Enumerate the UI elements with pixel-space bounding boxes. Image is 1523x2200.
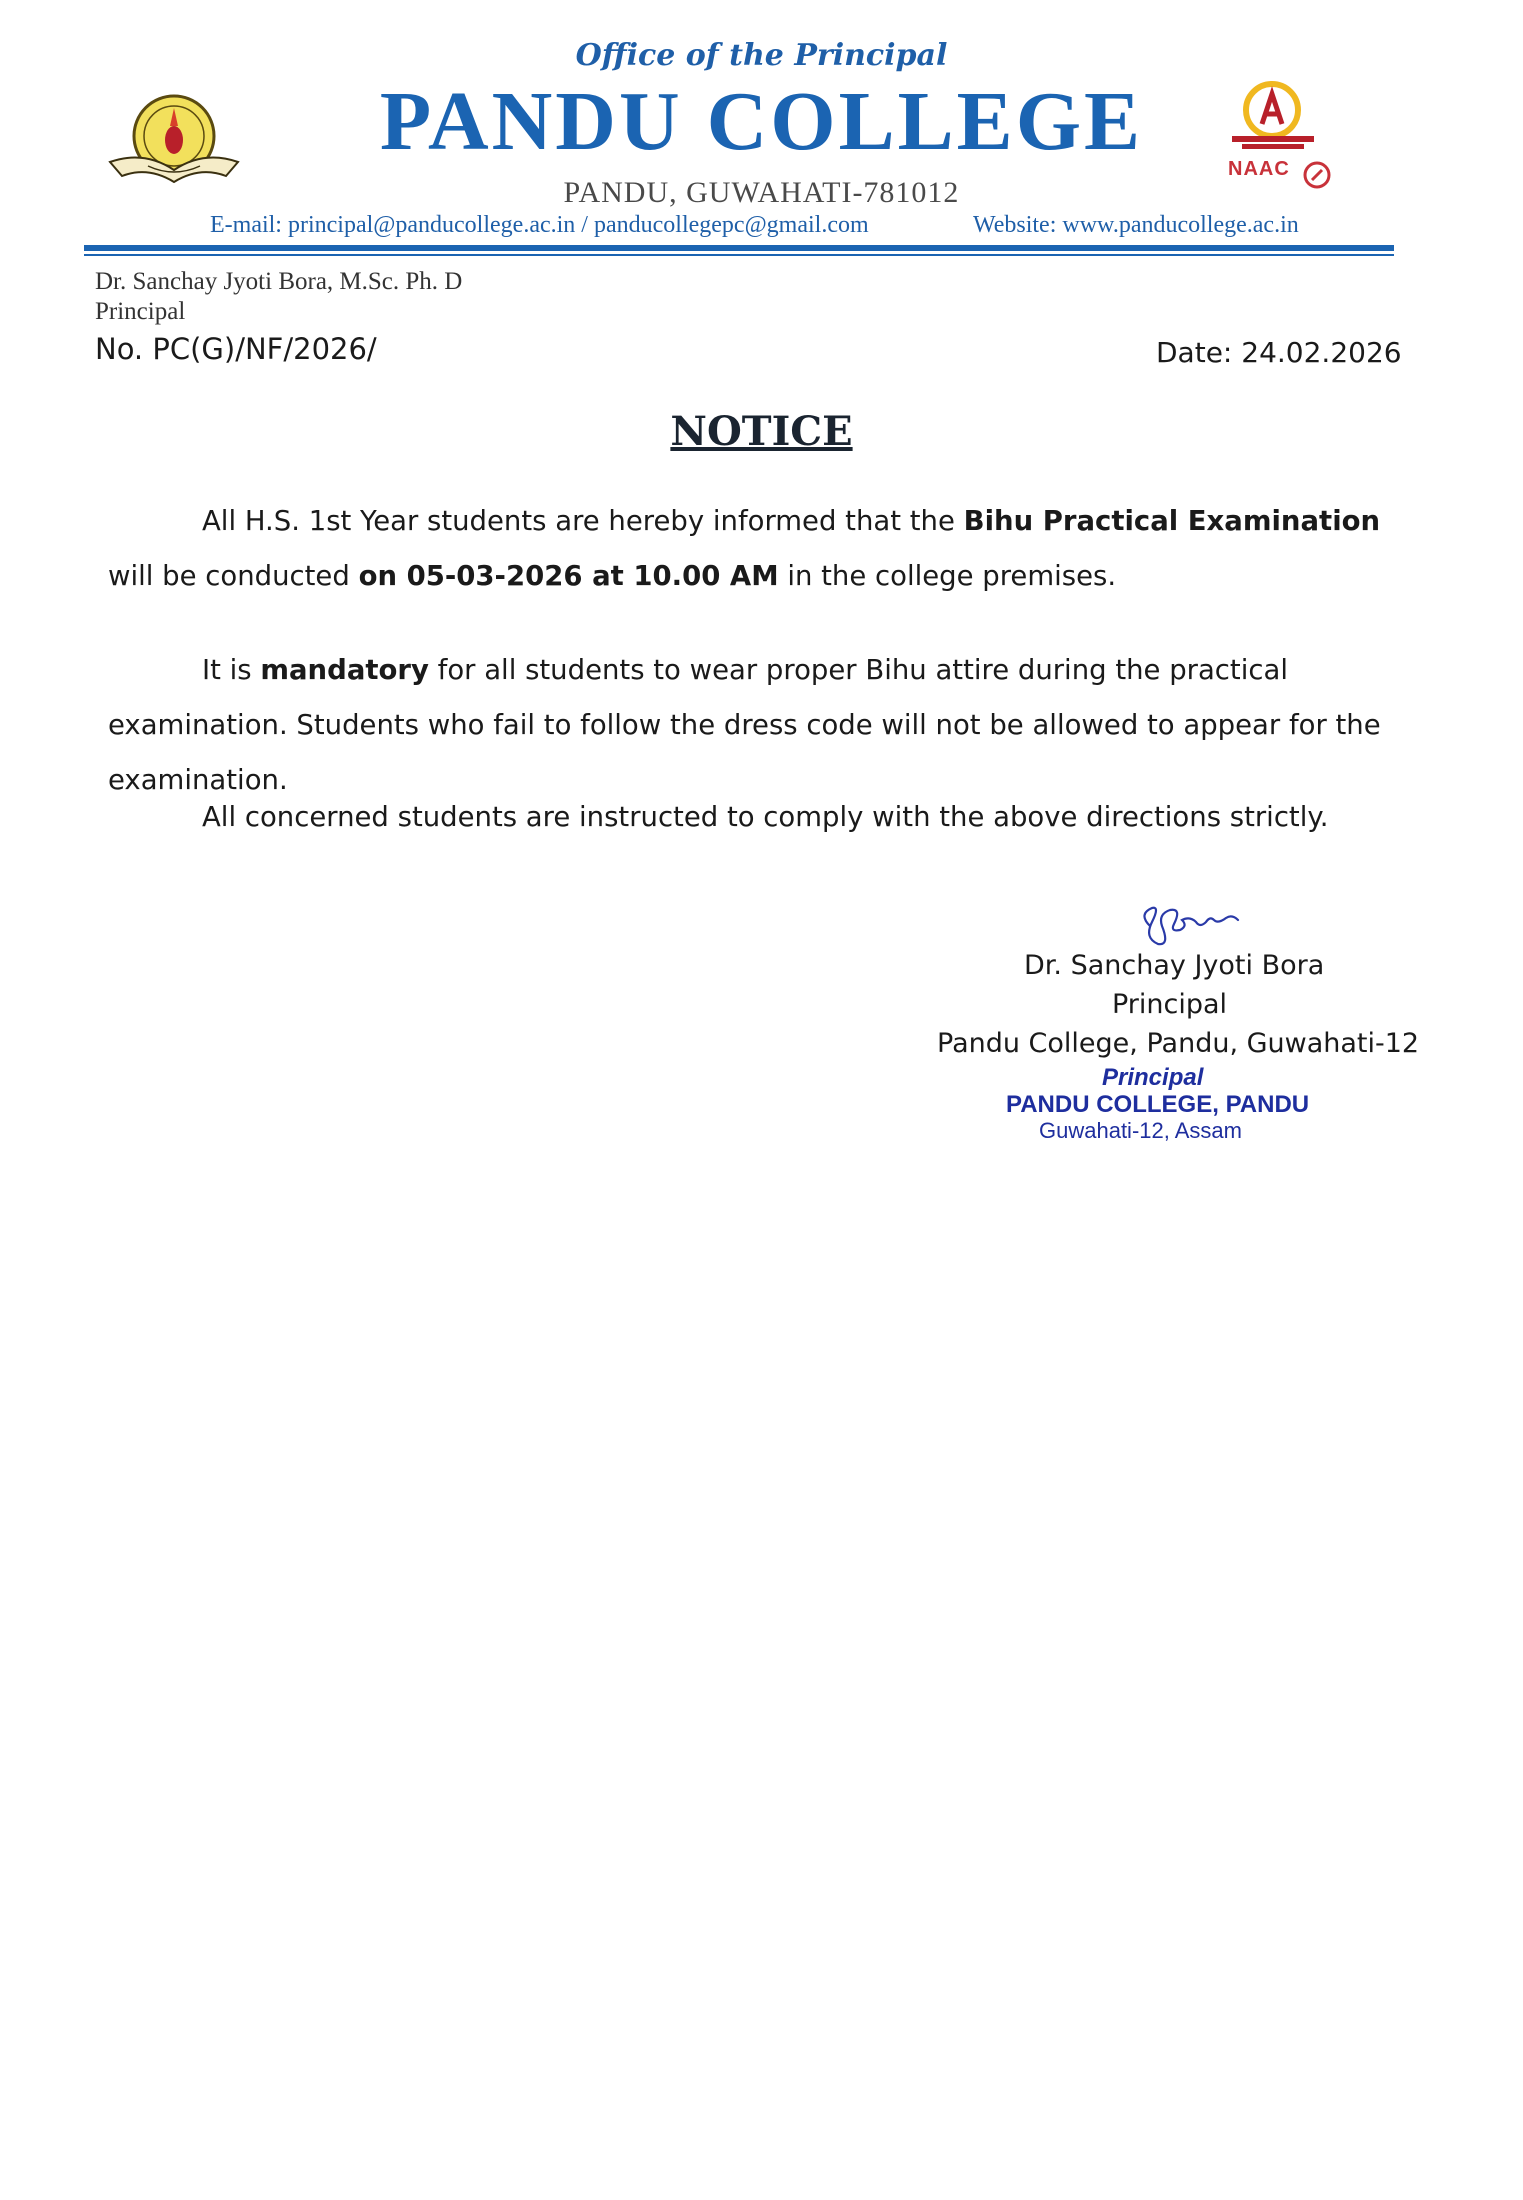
notice-paragraph-3: All concerned students are instructed to comply with the above directions strictly.	[202, 801, 1329, 833]
signatory-name: Dr. Sanchay Jyoti Bora	[1024, 950, 1325, 981]
notice-heading: NOTICE	[670, 408, 853, 455]
header-divider-thin	[84, 254, 1394, 256]
stamp-place: Guwahati-12, Assam	[1039, 1118, 1242, 1143]
college-name: PANDU COLLEGE	[379, 75, 1144, 168]
college-address: PANDU, GUWAHATI-781012	[563, 176, 960, 209]
email-contact: E-mail: principal@panducollege.ac.in / panducollegepc@gmail.com	[210, 212, 869, 238]
header-divider	[84, 245, 1394, 251]
exam-date-time: on 05-03-2026 at 10.00 AM	[358, 560, 779, 592]
naac-label: NAAC	[1228, 158, 1290, 180]
mandatory-emphasis: mandatory	[260, 654, 429, 686]
notice-paragraph-1	[108, 494, 1426, 604]
exam-name: Bihu Practical Examination	[963, 505, 1381, 537]
notice-date: Date: 24.02.2026	[1156, 336, 1402, 369]
signatory-title: Principal	[1112, 989, 1228, 1020]
signatory-institution: Pandu College, Pandu, Guwahati-12	[937, 1028, 1420, 1059]
principal-name-header: Dr. Sanchay Jyoti Bora, M.Sc. Ph. D	[95, 268, 463, 295]
para2-text-2: for all students to wear proper Bihu attire during the practical examination. Students who fail to follow the dress code will not be allowed to appear for the examination.	[108, 654, 1381, 796]
notice-paragraph-2	[108, 643, 1426, 808]
para2-text-1: It is	[202, 654, 261, 686]
para1-text-2: will be conducted	[108, 560, 359, 592]
reference-number: No. PC(G)/NF/2026/	[95, 332, 377, 366]
principal-title-header: Principal	[95, 298, 186, 325]
handwritten-signature	[1130, 896, 1250, 952]
stamp-title: Principal	[1102, 1064, 1204, 1091]
para1-text-3: in the college premises.	[778, 560, 1117, 592]
website-contact: Website: www.panducollege.ac.in	[973, 212, 1299, 238]
office-of-principal: Office of the Principal	[575, 38, 948, 73]
para1-text-1: All H.S. 1st Year students are hereby informed that the	[202, 505, 964, 537]
stamp-institution: PANDU COLLEGE, PANDU	[1006, 1091, 1310, 1118]
